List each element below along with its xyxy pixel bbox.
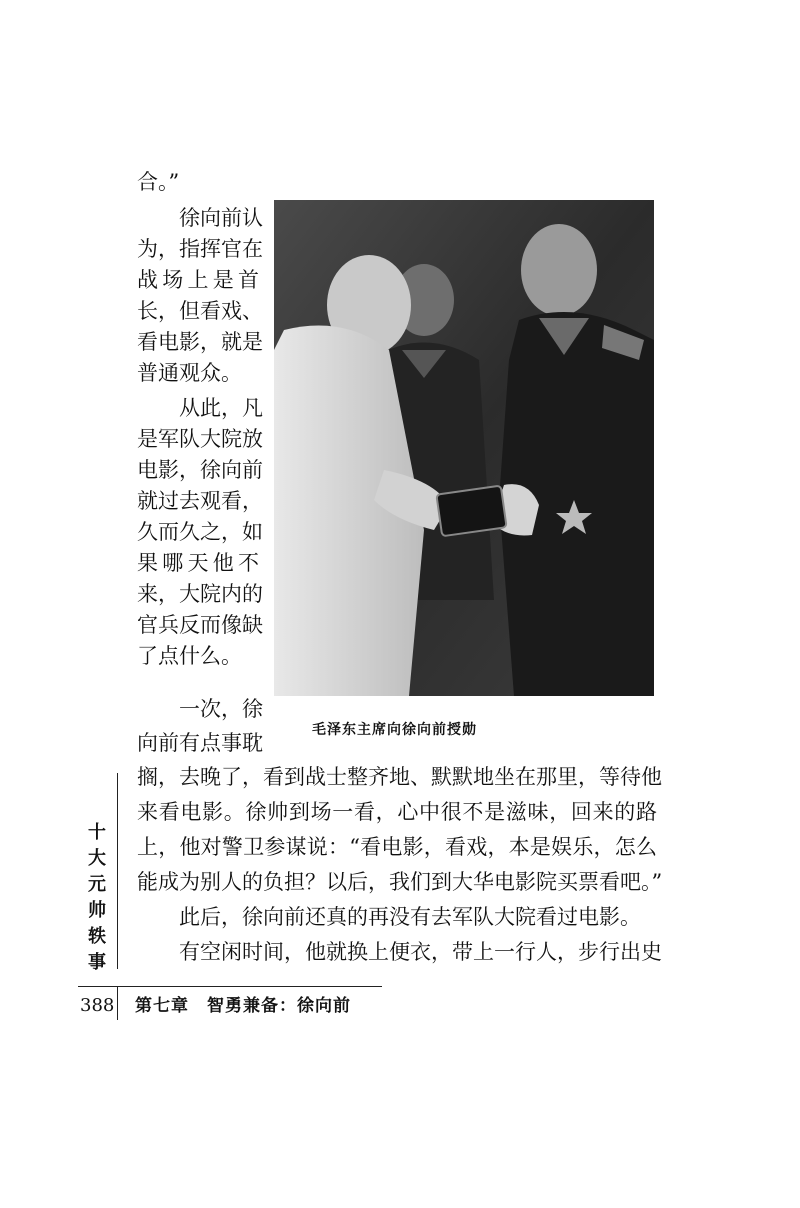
- text-line: 向前有点事耽: [137, 731, 263, 755]
- text-line: 合。”: [137, 170, 180, 194]
- award-ceremony-photo: [274, 200, 654, 696]
- text-line: 长，但看戏、: [137, 299, 263, 323]
- text-line: 为，指挥官在: [137, 237, 263, 261]
- text-line: 来看电影。徐帅到场一看，心中很不是滋味，回来的路: [137, 800, 657, 824]
- side-rule: [117, 773, 118, 969]
- text-line: 此后，徐向前还真的再没有去军队大院看过电影。: [179, 905, 641, 929]
- chapter-title: 第七章 智勇兼备：徐向前: [135, 996, 351, 1016]
- text-line: 徐向前认: [179, 206, 263, 230]
- text-line: 普通观众。: [137, 361, 242, 385]
- text-line: 一次，徐: [179, 697, 263, 721]
- text-line: 看电影，就是: [137, 330, 263, 354]
- footer-rule: [78, 986, 382, 987]
- book-title-vertical: 十 大 元 帅 轶 事: [88, 822, 106, 973]
- page-number: 388: [80, 995, 115, 1016]
- text-line: 久而久之，如: [137, 520, 263, 544]
- footer-separator: [117, 986, 118, 1020]
- text-line: 上，他对警卫参谋说：“看电影，看戏，本是娱乐，怎么: [137, 835, 657, 859]
- text-line: 就过去观看，: [137, 489, 263, 513]
- text-line: 官兵反而像缺: [137, 613, 263, 637]
- photo-caption: 毛泽东主席向徐向前授勋: [312, 722, 477, 738]
- text-line: 能成为别人的负担？以后，我们到大华电影院买票看吧。”: [137, 870, 663, 894]
- text-line: 电影，徐向前: [137, 458, 263, 482]
- text-line: 来，大院内的: [137, 582, 263, 606]
- text-line: 有空闲时间，他就换上便衣，带上一行人，步行出史: [179, 940, 662, 964]
- text-line: 搁，去晚了，看到战士整齐地、默默地坐在那里，等待他: [137, 765, 662, 789]
- text-line: 战场上是首: [137, 268, 259, 292]
- text-line: 果哪天他不: [137, 551, 259, 575]
- text-line: 从此，凡: [179, 396, 263, 420]
- text-line: 了点什么。: [137, 644, 242, 668]
- text-line: 是军队大院放: [137, 427, 263, 451]
